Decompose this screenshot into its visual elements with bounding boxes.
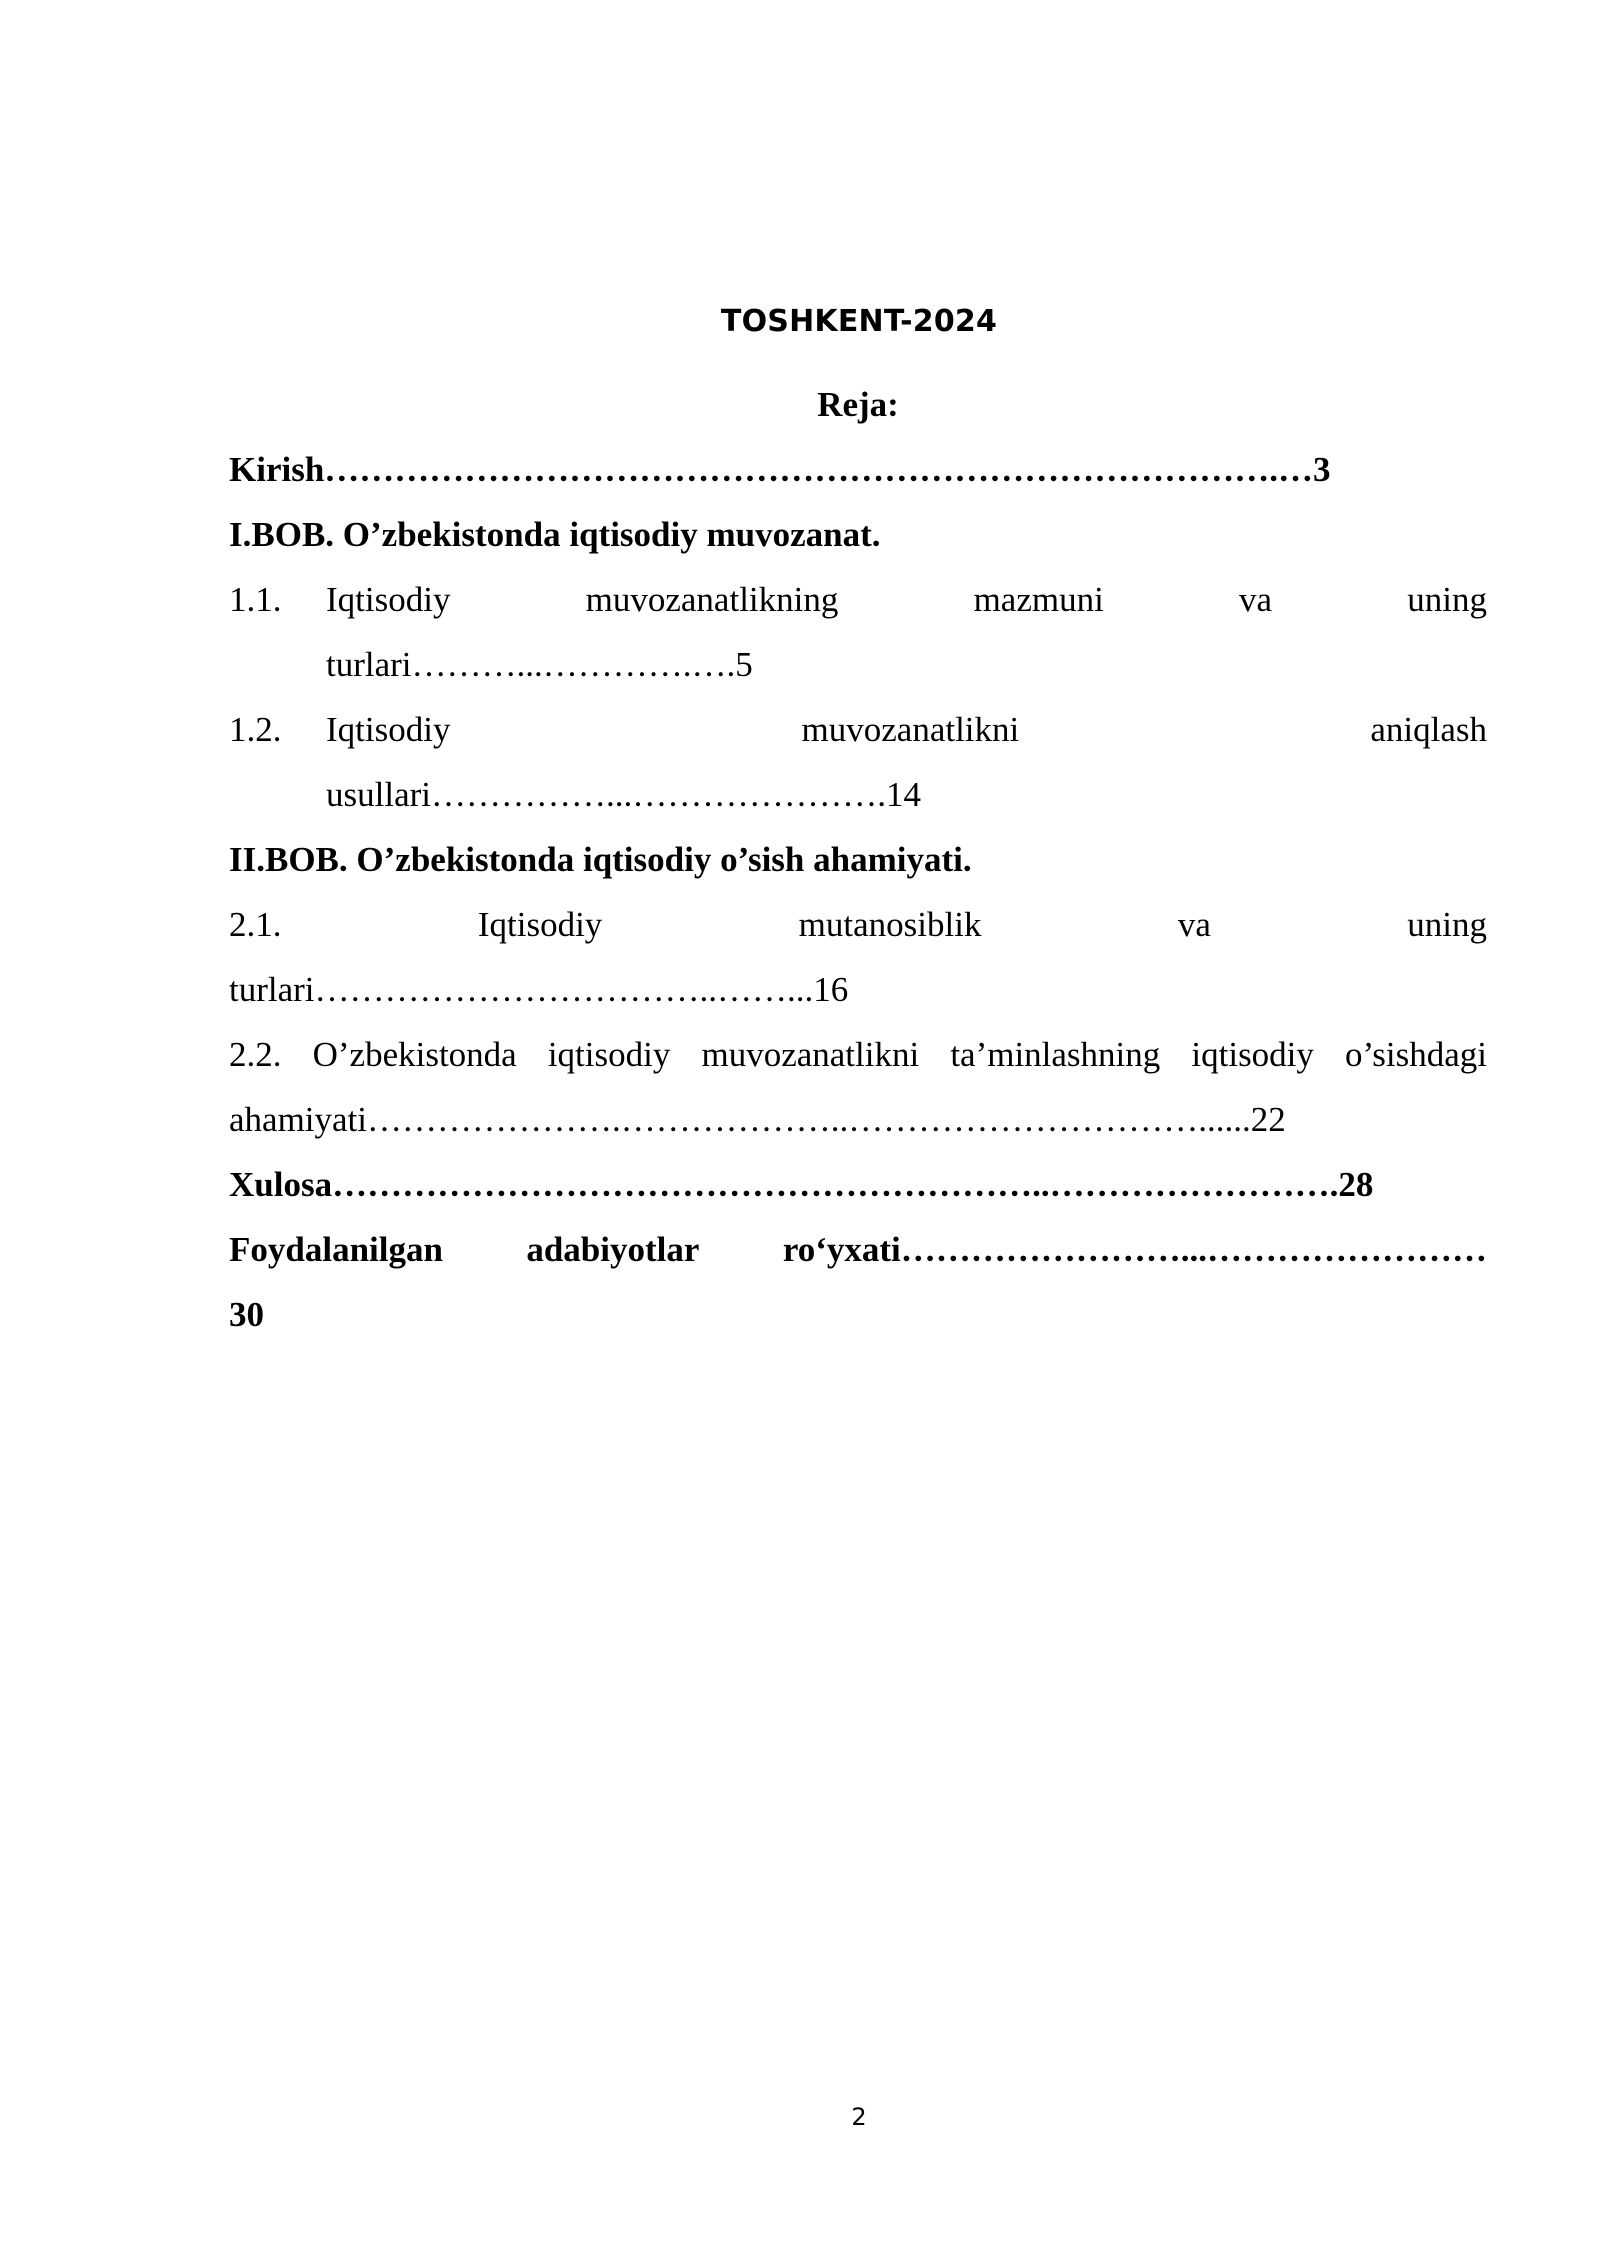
section-number: 1.1. [229,580,282,619]
references-word: adabiyotlar [526,1230,700,1269]
references-word: ro‘yxati……………………...…………………… [782,1230,1487,1269]
section-number: 1.2. [229,710,282,749]
section-word: uning [1407,580,1487,619]
section-word: va [1177,905,1211,944]
section-word: O’zbekistonda [312,1035,517,1074]
section-word: muvozanatlikni [801,710,1020,749]
section-word: 2.2. [229,1035,282,1074]
toc-section-2-1-continuation: turlari……………………………..……...16 [229,970,849,1009]
section-word: mazmuni [973,580,1104,619]
section-word: Iqtisodiy [326,580,451,619]
toc-section-2-2 [229,1022,1487,1087]
section-word: ta’minlashning [950,1035,1161,1074]
toc-section-1-1-continuation: turlari………...………….….5 [326,645,753,684]
section-word: muvozanatlikni [701,1035,920,1074]
table-of-contents [229,372,1487,1347]
toc-chapter-1: I.BOB. O’zbekistonda iqtisodiy muvozanat. [229,515,881,554]
section-word: mutanosiblik [798,905,982,944]
toc-entry-xulosa: Xulosa……………………………………………………..…………………….28 [229,1165,1374,1204]
toc-title: Reja: [817,385,899,424]
section-word: aniqlash [1370,710,1487,749]
page-number: 2 [851,2103,867,2131]
city-year-heading: TOSHKENT-2024 [720,304,998,339]
section-word: muvozanatlikning [585,580,839,619]
section-word: Iqtisodiy [326,710,451,749]
toc-section-2-2-continuation: ahamiyati………………….………………..…………………………......22 [229,1100,1286,1139]
section-word: iqtisodiy [1191,1035,1314,1074]
section-word: va [1239,580,1273,619]
toc-chapter-2: II.BOB. O’zbekistonda iqtisodiy o’sish ahamiyati. [229,840,972,879]
references-word: Foydalanilgan [229,1230,443,1269]
section-word: uning [1407,905,1487,944]
section-word: Iqtisodiy [477,905,603,944]
toc-entry-kirish: Kirish……………………………………………………………………….…3 [229,450,1331,489]
toc-entry-references [229,1217,1487,1282]
toc-section-1-2 [229,697,1487,762]
toc-section-2-1 [229,892,1487,957]
toc-section-1-1 [229,567,1487,632]
toc-section-1-2-continuation: usullari……………...………………….14 [326,775,921,814]
section-word: 2.1. [229,905,282,944]
section-word: o’sishdagi [1345,1035,1487,1074]
toc-entry-references-page: 30 [229,1295,264,1334]
section-word: iqtisodiy [547,1035,671,1074]
